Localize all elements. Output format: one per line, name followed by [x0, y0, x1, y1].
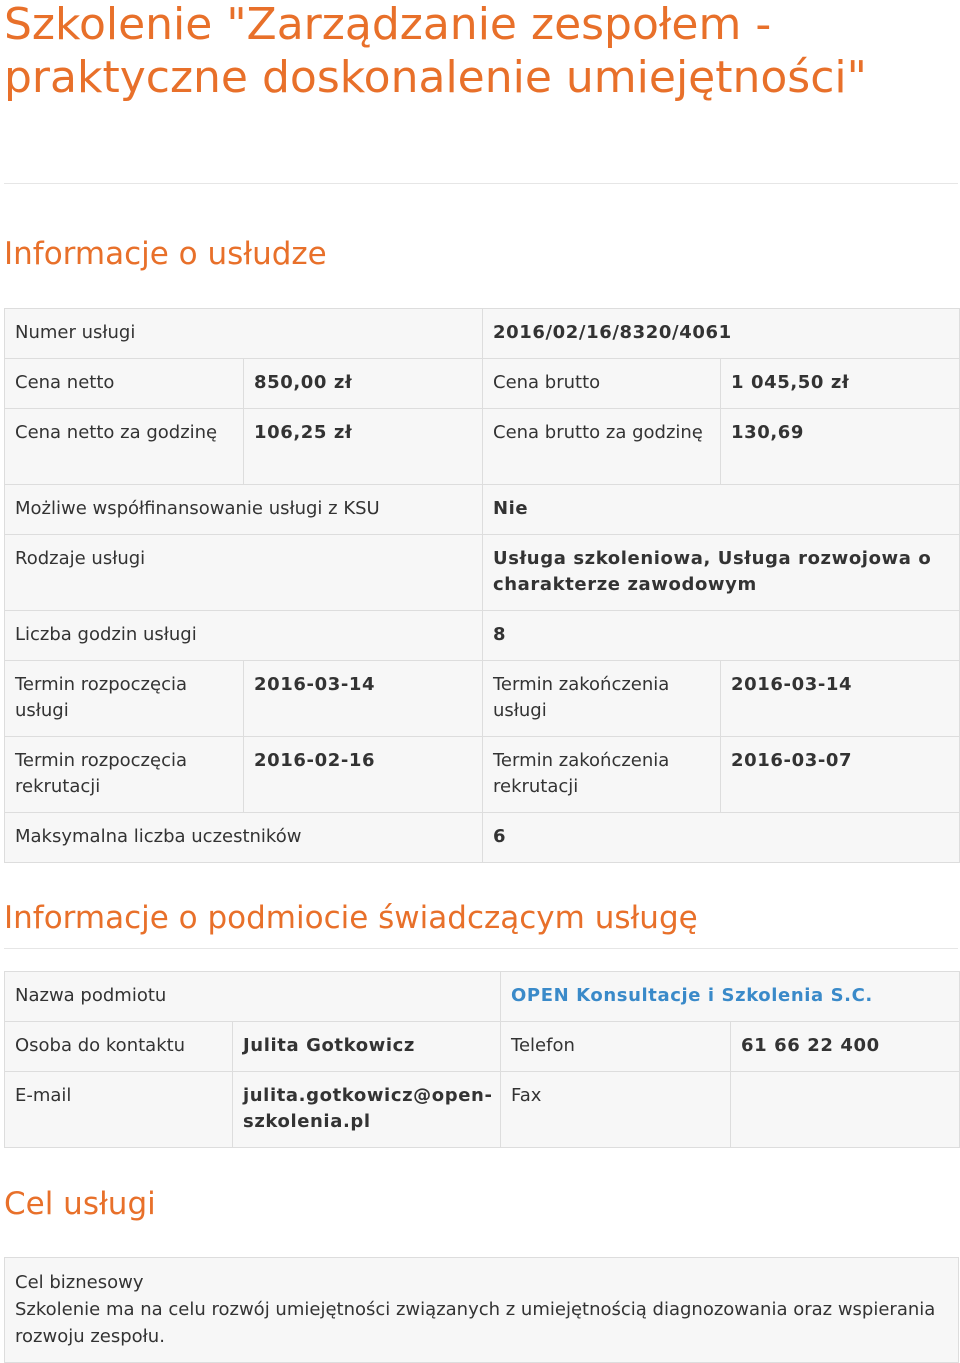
osoba-label: Osoba do kontaktu — [5, 1022, 233, 1072]
numer-label: Numer usługi — [5, 309, 483, 359]
brutto-godz-label: Cena brutto za godzinę — [483, 409, 721, 485]
telefon-label: Telefon — [501, 1022, 731, 1072]
fax-value — [731, 1072, 960, 1148]
koniec-rekr-label: Termin zakończenia rekrutacji — [483, 737, 721, 813]
table-row — [5, 359, 960, 409]
table-row — [5, 1022, 960, 1072]
table-row — [5, 972, 960, 1022]
godziny-label: Liczba godzin usługi — [5, 611, 483, 661]
netto-godz-label: Cena netto za godzinę — [5, 409, 244, 485]
email-label: E-mail — [5, 1072, 233, 1148]
provider-name-link[interactable]: OPEN Konsultacje i Szkolenia S.C. — [501, 972, 960, 1022]
table-row — [5, 309, 960, 359]
cel-label: Cel biznesowy — [15, 1272, 144, 1293]
rodzaje-label: Rodzaje usługi — [5, 535, 483, 611]
cena-netto-label: Cena netto — [5, 359, 244, 409]
cena-brutto-value: 1 045,50 zł — [721, 359, 960, 409]
service-info-table — [4, 308, 960, 863]
goal-box — [4, 1257, 959, 1363]
divider — [4, 948, 958, 949]
netto-godz-value: 106,25 zł — [244, 409, 483, 485]
fax-label: Fax — [501, 1072, 731, 1148]
ksu-value: Nie — [483, 485, 960, 535]
osoba-value: Julita Gotkowicz — [233, 1022, 501, 1072]
page-title: Szkolenie "Zarządzanie zespołem - praktyczne doskonalenie umiejętności" — [4, 0, 867, 103]
table-row — [5, 661, 960, 737]
start-rekr-value: 2016-02-16 — [244, 737, 483, 813]
email-value[interactable]: julita.gotkowicz@open-szkolenia.pl — [233, 1072, 501, 1148]
start-uslugi-value: 2016-03-14 — [244, 661, 483, 737]
start-rekr-label: Termin rozpoczęcia rekrutacji — [5, 737, 244, 813]
rodzaje-value: Usługa szkoleniowa, Usługa rozwojowa o charakterze zawodowym — [483, 535, 960, 611]
section-heading-goal: Cel usługi — [4, 1186, 156, 1222]
max-uczestnikow-value: 6 — [483, 813, 960, 863]
max-uczestnikow-label: Maksymalna liczba uczestników — [5, 813, 483, 863]
nazwa-label: Nazwa podmiotu — [5, 972, 501, 1022]
table-row — [5, 813, 960, 863]
cena-brutto-label: Cena brutto — [483, 359, 721, 409]
cena-netto-value: 850,00 zł — [244, 359, 483, 409]
koniec-uslugi-value: 2016-03-14 — [721, 661, 960, 737]
table-row — [5, 409, 960, 485]
brutto-godz-value: 130,69 — [721, 409, 960, 485]
table-row — [5, 535, 960, 611]
divider — [4, 183, 958, 184]
table-row — [5, 737, 960, 813]
table-row — [5, 611, 960, 661]
koniec-uslugi-label: Termin zakończenia usługi — [483, 661, 721, 737]
start-uslugi-label: Termin rozpoczęcia usługi — [5, 661, 244, 737]
koniec-rekr-value: 2016-03-07 — [721, 737, 960, 813]
ksu-label: Możliwe współfinansowanie usługi z KSU — [5, 485, 483, 535]
cel-text: Szkolenie ma na celu rozwój umiejętności związanych z umiejętnością diagnozowania oraz wspierania rozwoju zespołu. — [15, 1299, 936, 1347]
godziny-value: 8 — [483, 611, 960, 661]
table-row — [5, 485, 960, 535]
section-heading-provider: Informacje o podmiocie świadczącym usługę — [4, 900, 698, 936]
telefon-value: 61 66 22 400 — [731, 1022, 960, 1072]
table-row — [5, 1072, 960, 1148]
numer-value: 2016/02/16/8320/4061 — [483, 309, 960, 359]
section-heading-service: Informacje o usłudze — [4, 236, 327, 272]
provider-info-table — [4, 971, 960, 1148]
